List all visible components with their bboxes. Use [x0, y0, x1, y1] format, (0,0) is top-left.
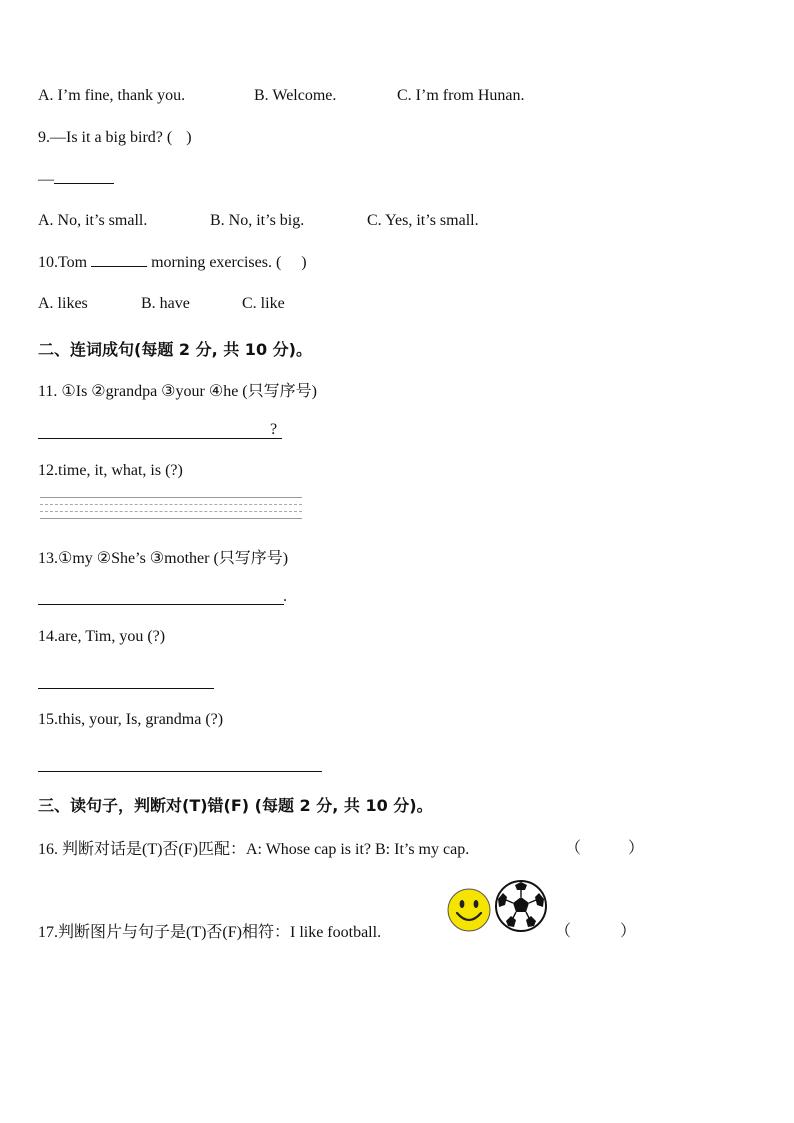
- q13-answer-line[interactable]: [38, 604, 284, 605]
- q16-answer-box[interactable]: [583, 832, 627, 856]
- q9-option-a: A. No, it’s small.: [38, 212, 148, 229]
- q11-end-mark: ?: [270, 421, 278, 438]
- q12-grid-line-3: [40, 511, 302, 512]
- q17-row: [38, 919, 381, 942]
- q12-text: 12.time, it, what, is (?): [38, 462, 183, 479]
- soccer-ball-icon: [494, 879, 548, 933]
- q9-paren-close: ): [186, 129, 192, 146]
- q10-option-a: A. likes: [38, 295, 88, 312]
- q9-stem: [38, 129, 192, 147]
- q16-text: 16. 判断对话是(T)否(F)匹配：A: Whose cap is it? B: It’s my cap.: [38, 841, 470, 858]
- q10-option-b: B. have: [141, 295, 190, 312]
- q9-reply: [38, 171, 114, 189]
- q10-paren-close: ): [301, 254, 307, 271]
- q11-text: 11. ①Is ②grandpa ③your ④he (只写序号): [38, 383, 317, 400]
- q10-suffix: morning exercises. (: [151, 254, 282, 271]
- q9-stem-text: 9.—Is it a big bird? (: [38, 129, 173, 146]
- q9-option-c: C. Yes, it’s small.: [367, 212, 479, 229]
- q17-paren-open: （: [555, 923, 572, 940]
- q17-answer-box[interactable]: [573, 915, 619, 939]
- q9-reply-blank[interactable]: [54, 183, 114, 184]
- q11-answer-line[interactable]: [38, 438, 282, 439]
- q9-option-b: B. No, it’s big.: [210, 212, 305, 229]
- q12-grid-line-4: [40, 518, 302, 519]
- q16-paren-close: ）: [628, 840, 645, 857]
- q12-grid-line-1: [40, 497, 302, 498]
- q8-option-c: C. I’m from Hunan.: [397, 87, 525, 104]
- q15-answer-line[interactable]: [38, 771, 322, 772]
- q16-paren-open: （: [565, 840, 582, 857]
- q14-answer-line[interactable]: [38, 688, 214, 689]
- q8-option-b: B. Welcome.: [254, 87, 337, 104]
- q8-option-a: A. I’m fine, thank you.: [38, 87, 186, 104]
- q10-prefix: 10.Tom: [38, 254, 88, 271]
- q12-grid-line-2: [40, 504, 302, 505]
- q10-option-c: C. like: [242, 295, 285, 312]
- q17-text: 17.判断图片与句子是(T)否(F)相符：I like football.: [38, 924, 382, 941]
- section2-heading: 二、连词成句(每题 2 分, 共 10 分)。: [38, 340, 312, 359]
- section3-heading: 三、读句子，判断对(T)错(F) (每题 2 分, 共 10 分)。: [38, 796, 433, 815]
- smiley-face-icon: [446, 887, 492, 933]
- q12-four-line-grid[interactable]: [40, 497, 302, 525]
- q13-text: 13.①my ②She’s ③mother (只写序号): [38, 550, 289, 567]
- q10-stem: [38, 254, 307, 272]
- q16-row: [38, 836, 469, 859]
- q13-end-mark: .: [283, 588, 287, 605]
- q17-paren-close: ）: [620, 923, 637, 940]
- q9-reply-dash: —: [38, 171, 54, 188]
- q10-blank[interactable]: [91, 266, 147, 267]
- q15-text: 15.this, your, Is, grandma (?): [38, 711, 224, 728]
- q14-text: 14.are, Tim, you (?): [38, 628, 166, 645]
